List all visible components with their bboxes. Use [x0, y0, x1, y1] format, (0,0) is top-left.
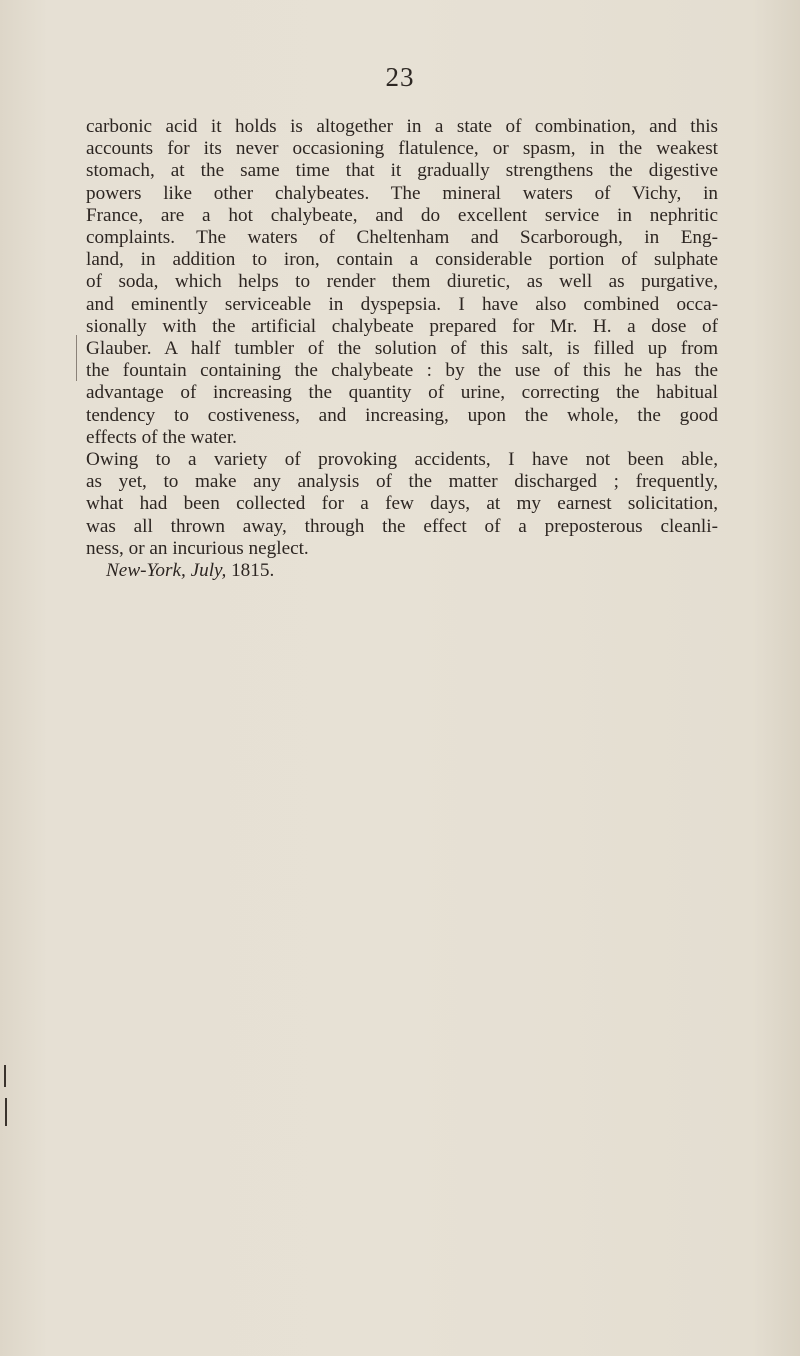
- text-line: sionally with the artificial chalybeate prepared for Mr. H. a dose of: [86, 315, 718, 337]
- text-line: Glauber. A half tumbler of the solution of this salt, is filled up from: [86, 338, 718, 360]
- text-line: powers like other chalybeates. The mineral waters of Vichy, in: [86, 182, 718, 204]
- text-line: as yet, to make any analysis of the matter discharged ; frequently,: [86, 471, 718, 493]
- text-line: advantage of increasing the quantity of urine, correcting the habitual: [86, 382, 718, 404]
- text-line: and eminently serviceable in dyspepsia. I have also combined occa-: [86, 293, 718, 315]
- text-line: stomach, at the same time that it gradually strengthens the digestive: [86, 160, 718, 182]
- text-line: tendency to costiveness, and increasing, upon the whole, the good: [86, 404, 718, 426]
- text-line: Owing to a variety of provoking accidents, I have not been able,: [86, 449, 718, 471]
- text-line: ness, or an incurious neglect.: [86, 537, 309, 559]
- margin-mark: [4, 1065, 6, 1087]
- page-number: 23: [385, 62, 415, 92]
- body-text: [86, 116, 718, 582]
- text-line: land, in addition to iron, contain a considerable portion of sulphate: [86, 249, 718, 271]
- text-line: accounts for its never occasioning flatulence, or spasm, in the weakest: [86, 138, 718, 160]
- dateline-year: 1815.: [231, 560, 275, 582]
- text-line: of soda, which helps to render them diuretic, as well as purgative,: [86, 271, 718, 293]
- text-line: was all thrown away, through the effect of a preposterous cleanli-: [86, 515, 718, 537]
- dateline-place-date: New-York, July,: [106, 560, 227, 582]
- margin-mark: [76, 335, 77, 381]
- text-line: France, are a hot chalybeate, and do excellent service in nephritic: [86, 204, 718, 226]
- text-line: effects of the water.: [86, 426, 237, 448]
- text-line: what had been collected for a few days, at my earnest solicitation,: [86, 493, 718, 515]
- margin-mark: [5, 1098, 7, 1126]
- dateline: [86, 560, 718, 582]
- text-line: complaints. The waters of Cheltenham and Scarborough, in Eng-: [86, 227, 718, 249]
- text-line: the fountain containing the chalybeate : by the use of this he has the: [86, 360, 718, 382]
- text-line: carbonic acid it holds is altogether in a state of combination, and this: [86, 116, 718, 137]
